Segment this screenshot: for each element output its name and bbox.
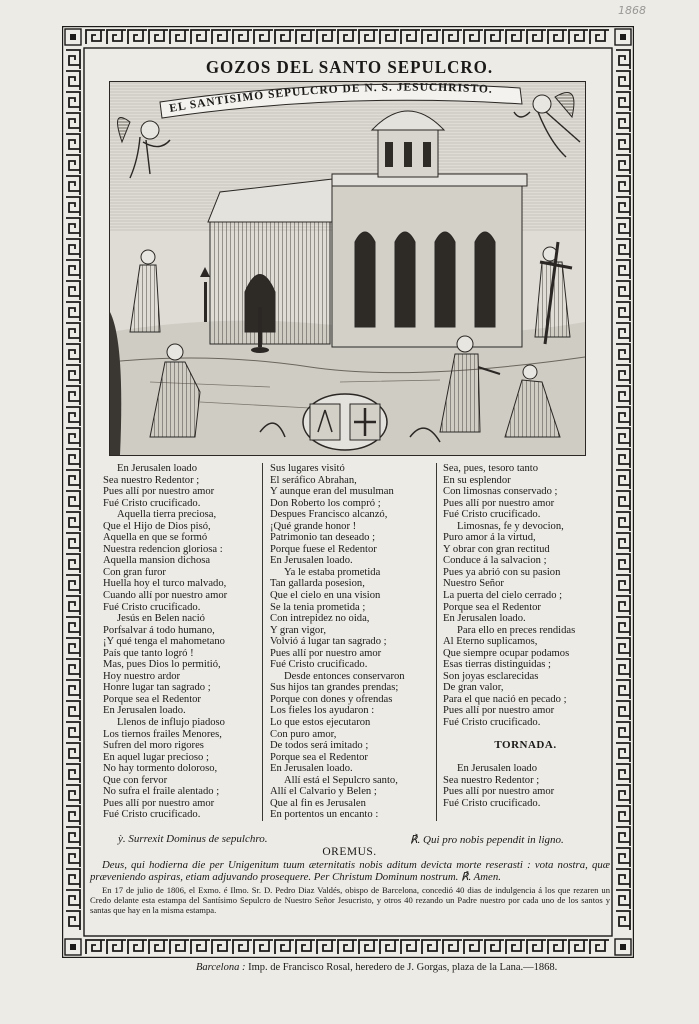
verse-line: Cuando allí por nuestro amor bbox=[103, 590, 228, 602]
verse-line: En portentos un encanto : bbox=[270, 809, 379, 821]
verse-line: Para el que nació en pecado ; bbox=[443, 693, 567, 705]
engraving-holy-sepulchre-icon bbox=[110, 82, 585, 455]
verse-line: Puro amor á la virtud, bbox=[443, 532, 536, 544]
verse-line: Pues allí por nuestro amor bbox=[270, 647, 382, 659]
verse-line: El seráfico Abrahan, bbox=[270, 474, 357, 486]
verse-line: Sus lugares visitó bbox=[270, 463, 345, 474]
verse-line: Sea nuestro Redentor ; bbox=[443, 774, 540, 786]
verse-line: Que al fin es Jerusalen bbox=[270, 797, 366, 809]
verse-line: En Jerusalen loado bbox=[117, 463, 198, 474]
verse-line: Desde entonces conservaron bbox=[284, 670, 405, 682]
verse-line: Tan gallarda posesion, bbox=[270, 578, 365, 590]
verse-line: En su esplendor bbox=[443, 474, 511, 486]
verse-line: Con intrepidez no oida, bbox=[270, 613, 370, 625]
verse-line: En Jerusalen loado bbox=[457, 763, 538, 775]
verse-line: País que tanto logró ! bbox=[103, 647, 194, 659]
verse-line: Llenos de influjo piadoso bbox=[117, 717, 225, 729]
verse-line: Sufren del moro rigores bbox=[103, 740, 204, 752]
verse-line: De todos será imitado ; bbox=[270, 740, 369, 752]
verse-line: Y gran vigor, bbox=[270, 624, 326, 636]
verse-line: Los tiernos frailes Menores, bbox=[103, 728, 222, 740]
verse-line: Honre lugar tan sagrado ; bbox=[103, 682, 211, 694]
imprint-text: Imp. de Francisco Rosal, heredero de J. Gorgas, plaza de la Lana.—1868. bbox=[248, 962, 558, 973]
blank-line bbox=[443, 752, 608, 764]
verse-line: Son joyas esclarecidas bbox=[443, 670, 539, 682]
verse-line: Nuestro Señor bbox=[443, 578, 504, 590]
verse-line: Ya le estaba prometida bbox=[284, 566, 381, 578]
verse-line: Con limosnas conservado ; bbox=[443, 486, 558, 498]
verse-line: Que con fervor bbox=[103, 774, 168, 786]
verse-line: Con puro amor, bbox=[270, 728, 337, 740]
verse-line: Que siempre ocupar podamos bbox=[443, 647, 570, 659]
verse-line: Pues allí por nuestro amor bbox=[443, 497, 555, 509]
verse-line: Porque sea el Redentor bbox=[443, 601, 541, 613]
verse-line: Don Roberto los compró ; bbox=[270, 497, 381, 509]
verse-line: Fué Cristo crucificado. bbox=[103, 601, 201, 613]
verse-line: Jesús en Belen nació bbox=[117, 613, 205, 625]
verse-line: Sea nuestro Redentor ; bbox=[103, 474, 200, 486]
verse-line: Aquella tierra preciosa, bbox=[117, 509, 217, 521]
verse-line: Fué Cristo crucificado. bbox=[103, 497, 201, 509]
verse-line: Con gran furor bbox=[103, 566, 166, 578]
verse-line: Porque fuese el Redentor bbox=[270, 543, 377, 555]
verse-line: Porque con dones y ofrendas bbox=[270, 693, 393, 705]
verse-line: Hoy nuestro ardor bbox=[103, 670, 181, 682]
verse-line: ¡Y qué tenga el mahometano bbox=[103, 636, 225, 648]
verse-column-1 bbox=[103, 463, 258, 821]
verse-line: Porfsalvar á todo humano, bbox=[103, 624, 215, 636]
verse-line: Se la tenia prometida ; bbox=[270, 601, 366, 613]
verse-line: No hay tormento doloroso, bbox=[103, 763, 218, 775]
verse-line: Aquella mansion dichosa bbox=[103, 555, 211, 567]
pencil-annotation: 1868 bbox=[618, 4, 646, 17]
verse-line: De gran valor, bbox=[443, 682, 504, 694]
verse-line: En Jerusalen loado. bbox=[270, 763, 353, 775]
banner-text: EL SANTISIMO SEPULCRO DE N. S. JESUCHRISTO. bbox=[168, 82, 494, 115]
verse-line: Pues allí por nuestro amor bbox=[443, 705, 555, 717]
verse-line: Huella hoy el turco malvado, bbox=[103, 578, 227, 590]
verse-line: Fué Cristo crucificado. bbox=[443, 717, 541, 729]
verse-line: Para ello en preces rendidas bbox=[457, 624, 576, 636]
imprint-city: Barcelona : bbox=[196, 962, 246, 973]
verse-line: Pues allí por nuestro amor bbox=[443, 786, 555, 798]
verse-line: Porque sea el Redentor bbox=[103, 693, 201, 705]
verse-line: Fué Cristo crucificado. bbox=[443, 797, 541, 809]
printer-imprint bbox=[196, 962, 641, 973]
verse-line: La puerta del cielo cerrado ; bbox=[443, 590, 563, 602]
verse-line: Mas, pues Dios lo permitió, bbox=[103, 659, 221, 671]
verse-line: No sufra el fraile alentado ; bbox=[103, 786, 220, 798]
verse-line: Que el cielo en una vision bbox=[270, 590, 381, 602]
verse-line: Sea, pues, tesoro tanto bbox=[443, 463, 539, 474]
verse-line: Patrimonio tan deseado ; bbox=[270, 532, 376, 544]
verse-line: Limosnas, fe y devocion, bbox=[457, 520, 564, 532]
verse-line: Allí está el Sepulcro santo, bbox=[284, 774, 398, 786]
verse-line: Que el Hijo de Dios pisó, bbox=[103, 520, 211, 532]
verse-line: Sus hijos tan grandes prendas; bbox=[270, 682, 399, 694]
verse-line: En Jerusalen loado. bbox=[443, 613, 526, 625]
jerusalem-cross-coat-of-arms-icon bbox=[303, 394, 387, 450]
verse-line: Pues allí por nuestro amor bbox=[103, 486, 215, 498]
verse-line: Lo que estos ejecutaron bbox=[270, 717, 371, 729]
verse-line: Allí el Calvario y Belen ; bbox=[270, 786, 377, 798]
page-title: GOZOS DEL SANTO SEPULCRO. bbox=[205, 57, 494, 78]
verse-column-2 bbox=[270, 463, 430, 821]
verse-line: Aquella en que se formó bbox=[103, 532, 208, 544]
verse-line: En Jerusalen loado. bbox=[103, 705, 186, 717]
oremus-heading: OREMUS. bbox=[322, 846, 377, 858]
verse-line: En Jerusalen loado. bbox=[270, 555, 353, 567]
sepulchre-engraving bbox=[109, 81, 586, 456]
verse-line: Y aunque eran del musulman bbox=[270, 486, 394, 498]
verse-line: Volvió á lugar tan sagrado ; bbox=[270, 636, 387, 648]
indulgence-note: En 17 de julio de 1806, el Exmo. é Ilmo. Sr. D. Pedro Diaz Valdés, obispo de Barcelona, concedió 40 dias de indulgencia á los que rezaren un Credo delante esta estampa del Santísimo Sepulcro de Nuestro Señor Jesucristo, y otros 40 rezando un Padre nuestro por cada uno de los santos y santas que hay en la misma estampa. bbox=[90, 885, 610, 915]
verse-line: Pues ya abrió con su pasion bbox=[443, 566, 561, 578]
verse-line: Y obrar con gran rectitud bbox=[443, 543, 550, 555]
verse-line: Fué Cristo crucificado. bbox=[103, 809, 201, 821]
verse-line: Los fieles los ayudaron : bbox=[270, 705, 375, 717]
verse-line: Al Eterno suplicamos, bbox=[443, 636, 538, 648]
response: ℟. Qui pro nobis pependit in ligno. bbox=[410, 834, 564, 846]
verses bbox=[95, 463, 605, 823]
verse-line: ¡Qué grande honor ! bbox=[270, 520, 357, 532]
collect-prayer: Deus, qui hodierna die per Unigenitum tuum æternitatis nobis aditum devicta morte reserasti : vota nostra, quæ præveniendo aspiras, etiam adjuvando prosequere. Per Christum Dominum nostrum. ℟. Amen. bbox=[90, 859, 610, 883]
verse-column-3 bbox=[443, 463, 608, 809]
verse-line: Fué Cristo crucificado. bbox=[443, 509, 541, 521]
tornada-heading: TORNADA. bbox=[494, 739, 557, 752]
verse-line: En aquel lugar precioso ; bbox=[103, 751, 209, 763]
versicle: ỳ. Surrexit Dominus de sepulchro. bbox=[118, 833, 268, 845]
verse-line: Despues Francisco alcanzó, bbox=[270, 509, 388, 521]
verse-line: Porque sea el Redentor bbox=[270, 751, 368, 763]
verse-line: Nuestra redencion gloriosa : bbox=[103, 543, 223, 555]
verse-line: Conduce á la salvacion ; bbox=[443, 555, 547, 567]
verse-line: Fué Cristo crucificado. bbox=[270, 659, 368, 671]
verse-line: Esas tierras distinguidas ; bbox=[443, 659, 551, 671]
verse-line: Pues allí por nuestro amor bbox=[103, 797, 215, 809]
